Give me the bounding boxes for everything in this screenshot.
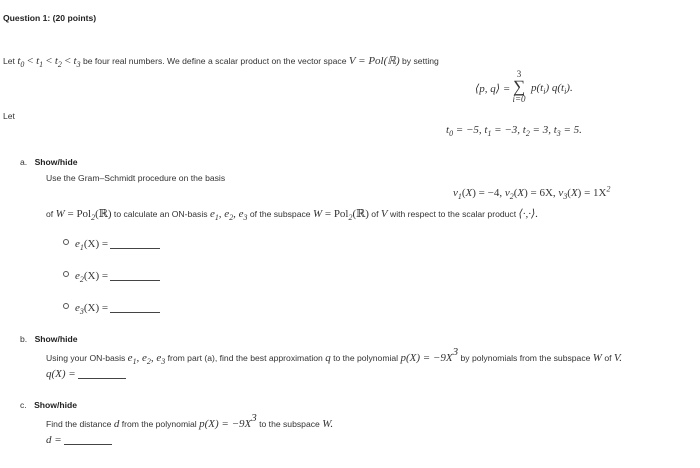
intro-suffix: by setting xyxy=(399,56,439,66)
intro-prefix: Let xyxy=(3,56,18,66)
t-values: $t_0 = -5$, $t_1 = -3$, $t_2 = 3$, $t_3 = 5$. xyxy=(446,124,582,138)
sum-lower: i=0 xyxy=(512,94,526,104)
part-b-toggle[interactable]: Show/hide xyxy=(34,334,78,344)
sum-upper: 3 xyxy=(516,69,522,79)
part-b-header xyxy=(20,334,78,344)
sp-lhs: ⟨p, q⟩ = xyxy=(475,83,511,95)
e1-input[interactable] xyxy=(110,239,160,249)
q-input[interactable] xyxy=(78,369,126,379)
answer-d: d = xyxy=(46,434,112,446)
e3-input[interactable] xyxy=(110,303,160,313)
part-b-text: Using your ON-basis $e_1$, $e_2$, $e_3$ from part (a), find the best approximation q to the polynomial $p(X) = -9X^3$ by polynomials from the subspace W of V. xyxy=(46,346,622,366)
part-c-header xyxy=(20,400,77,410)
vector-space: V = Pol(ℝ) xyxy=(348,55,400,67)
basis-vectors: $v_1(X) = -4$, $v_2(X) = 6X$, $v_3(X) = 1X^2$ xyxy=(453,184,611,201)
part-a-letter: a. xyxy=(20,157,28,167)
bullet-icon xyxy=(63,271,69,277)
sum-sigma: ∑ xyxy=(512,77,526,96)
part-a-instruction: Use the Gram–Schmidt procedure on the basis xyxy=(46,173,226,183)
part-a-header xyxy=(20,157,78,167)
part-a-line2: of W = Pol$_2$(ℝ) to calculate an ON-basis $e_1$, $e_2$, $e_3$ of the subspace W = Pol$_2$(ℝ) of V with respect to the scalar product ⟨·,·⟩. xyxy=(46,208,539,222)
d-input[interactable] xyxy=(64,435,112,445)
intro-mid: be four real numbers. We define a scalar product on the vector space xyxy=(80,56,349,66)
part-c-text: Find the distance d from the polynomial $p(X) = -9X^3$ to the subspace W. xyxy=(46,412,334,431)
answer-e3: $e_3(X)$ = xyxy=(63,302,160,314)
t-inequality: $t_0 < t_1 < t_2 < t_3$ xyxy=(17,55,81,69)
answer-e2: $e_2(X)$ = xyxy=(63,270,160,282)
answer-q: q(X) = xyxy=(46,368,126,380)
part-b-letter: b. xyxy=(20,334,28,344)
bullet-icon xyxy=(63,239,69,245)
part-a-toggle[interactable]: Show/hide xyxy=(34,157,78,167)
sp-rhs: $p(t_i)$ $q(t_i)$. xyxy=(531,82,573,96)
answer-e1: $e_1(X)$ = xyxy=(63,238,160,250)
bullet-icon xyxy=(63,303,69,309)
e2-input[interactable] xyxy=(110,271,160,281)
let-label: Let xyxy=(3,111,15,121)
part-c-toggle[interactable]: Show/hide xyxy=(34,400,78,410)
part-c-letter: c. xyxy=(20,400,27,410)
intro-line xyxy=(3,54,439,67)
question-title: Question 1: (20 points) xyxy=(3,13,97,23)
